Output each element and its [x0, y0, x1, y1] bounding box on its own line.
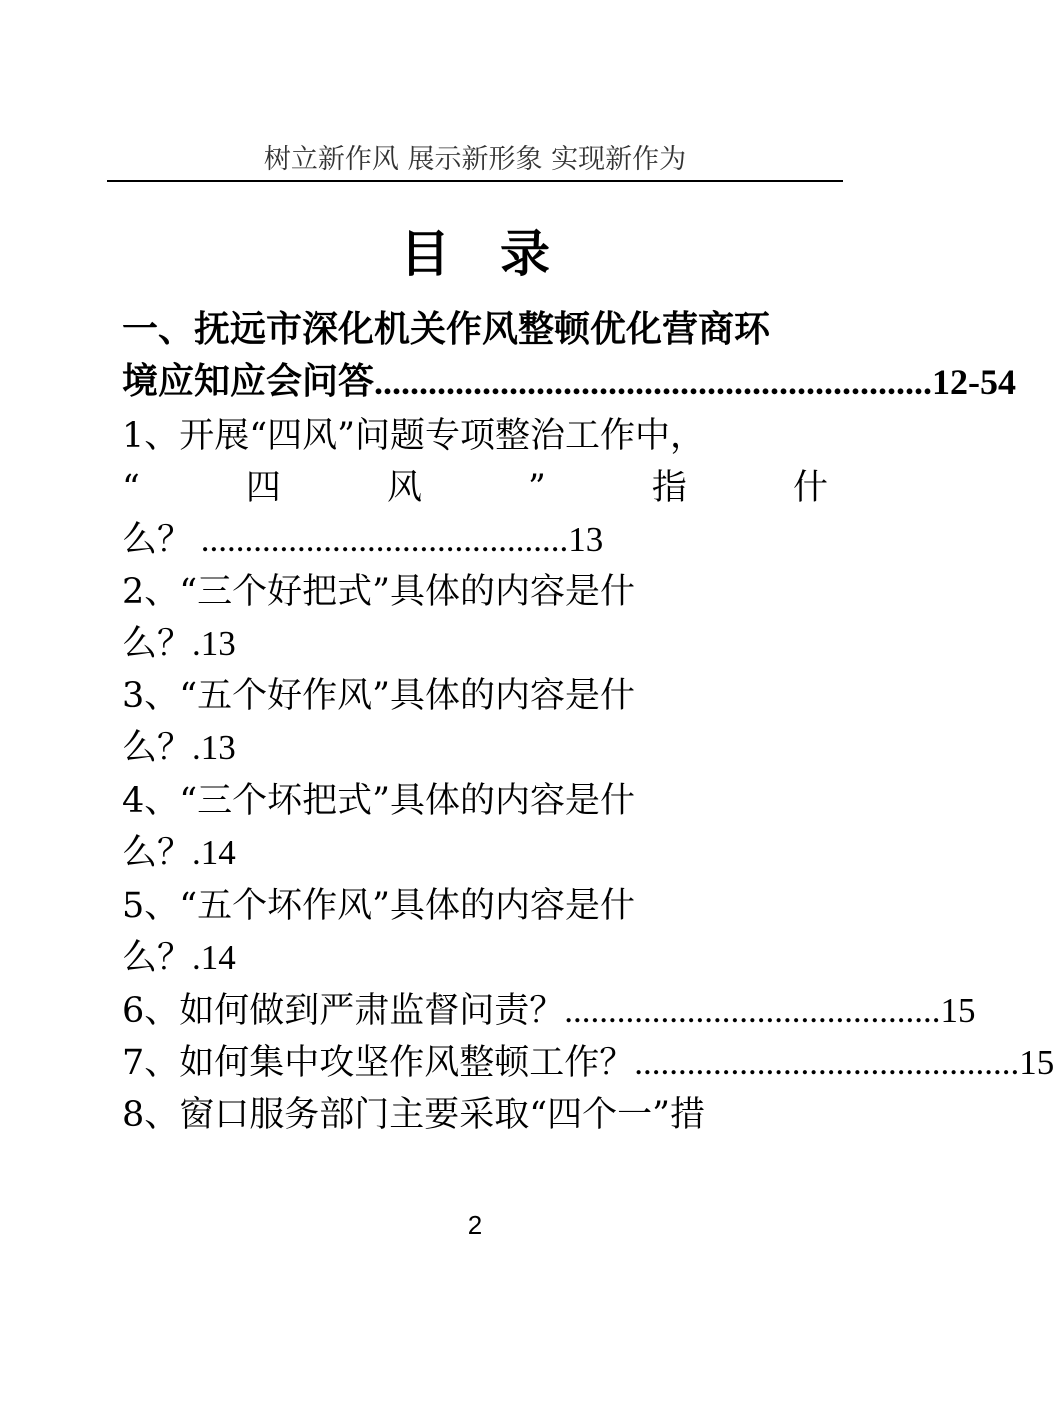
toc-item-5-line-1[interactable]: 5、“五个坏作风”具体的内容是什 — [122, 886, 636, 926]
toc-section-1-line-2[interactable] — [122, 357, 1017, 407]
toc-char: ” — [527, 468, 546, 508]
toc-item-1-line-3[interactable] — [122, 515, 603, 565]
toc-item-1-line-2[interactable] — [122, 463, 828, 513]
toc-section-1-line-1[interactable]: 一、抚远市深化机关作风整顿优化营商环 — [122, 309, 771, 350]
toc-item-4-line-1[interactable]: 4、“三个坏把式”具体的内容是什 — [122, 781, 636, 821]
toc-char: 指 — [651, 468, 687, 508]
toc-page-ref: .14 — [192, 938, 236, 977]
toc-title: 目 录 — [400, 225, 550, 283]
toc-item-5-line-2[interactable] — [122, 933, 236, 983]
toc-page-ref: 15 — [1019, 1043, 1054, 1082]
toc-char: 四 — [245, 468, 281, 508]
toc-entry-text: 么？ — [122, 520, 193, 560]
toc-page-ref: .13 — [192, 624, 236, 663]
toc-item-2-line-1[interactable]: 2、“三个好把式”具体的内容是什 — [122, 572, 636, 612]
running-header: 树立新作风 展示新形象 实现新作为 — [263, 144, 687, 175]
toc-char: “ — [122, 468, 140, 508]
toc-page-ref: .13 — [192, 728, 236, 767]
toc-page-ref: 13 — [568, 520, 604, 559]
toc-entry-text: 境应知应会问答 — [122, 361, 375, 402]
toc-page-ref: .14 — [192, 833, 236, 872]
page-number: 2 — [467, 1210, 483, 1240]
toc-entry-text: 么？ — [122, 833, 193, 873]
toc-entry-text: 么？ — [122, 728, 193, 768]
toc-item-1-line-1[interactable]: 1、开展“四风”问题专项整治工作中， — [122, 416, 706, 456]
toc-page-ref: 15 — [940, 991, 976, 1030]
toc-entry-text: 7、如何集中攻坚作风整顿工作？ — [122, 1043, 635, 1083]
toc-page-ref: 12-54 — [932, 362, 1017, 402]
dot-leader: .............................................................. — [374, 362, 933, 402]
dot-leader: .......................................... — [192, 520, 569, 559]
dot-leader: ........................................... — [564, 991, 941, 1030]
toc-item-3-line-1[interactable]: 3、“五个好作风”具体的内容是什 — [122, 676, 636, 716]
toc-item-2-line-2[interactable] — [122, 619, 236, 669]
toc-item-8-line-1[interactable]: 8、窗口服务部门主要采取“四个一”措 — [122, 1095, 706, 1135]
toc-item-3-line-2[interactable] — [122, 723, 236, 773]
toc-char: 风 — [386, 468, 422, 508]
toc-entry-text: 么？ — [122, 938, 193, 978]
toc-entry-text: 6、如何做到严肃监督问责？ — [122, 991, 565, 1031]
toc-item-7[interactable] — [122, 1038, 1054, 1088]
header-rule — [107, 180, 843, 182]
dot-leader: ............................................ — [634, 1043, 1020, 1082]
toc-item-4-line-2[interactable] — [122, 828, 236, 878]
toc-entry-text: 么？ — [122, 624, 193, 664]
toc-item-6[interactable] — [122, 986, 976, 1036]
toc-char: 什 — [792, 468, 828, 508]
